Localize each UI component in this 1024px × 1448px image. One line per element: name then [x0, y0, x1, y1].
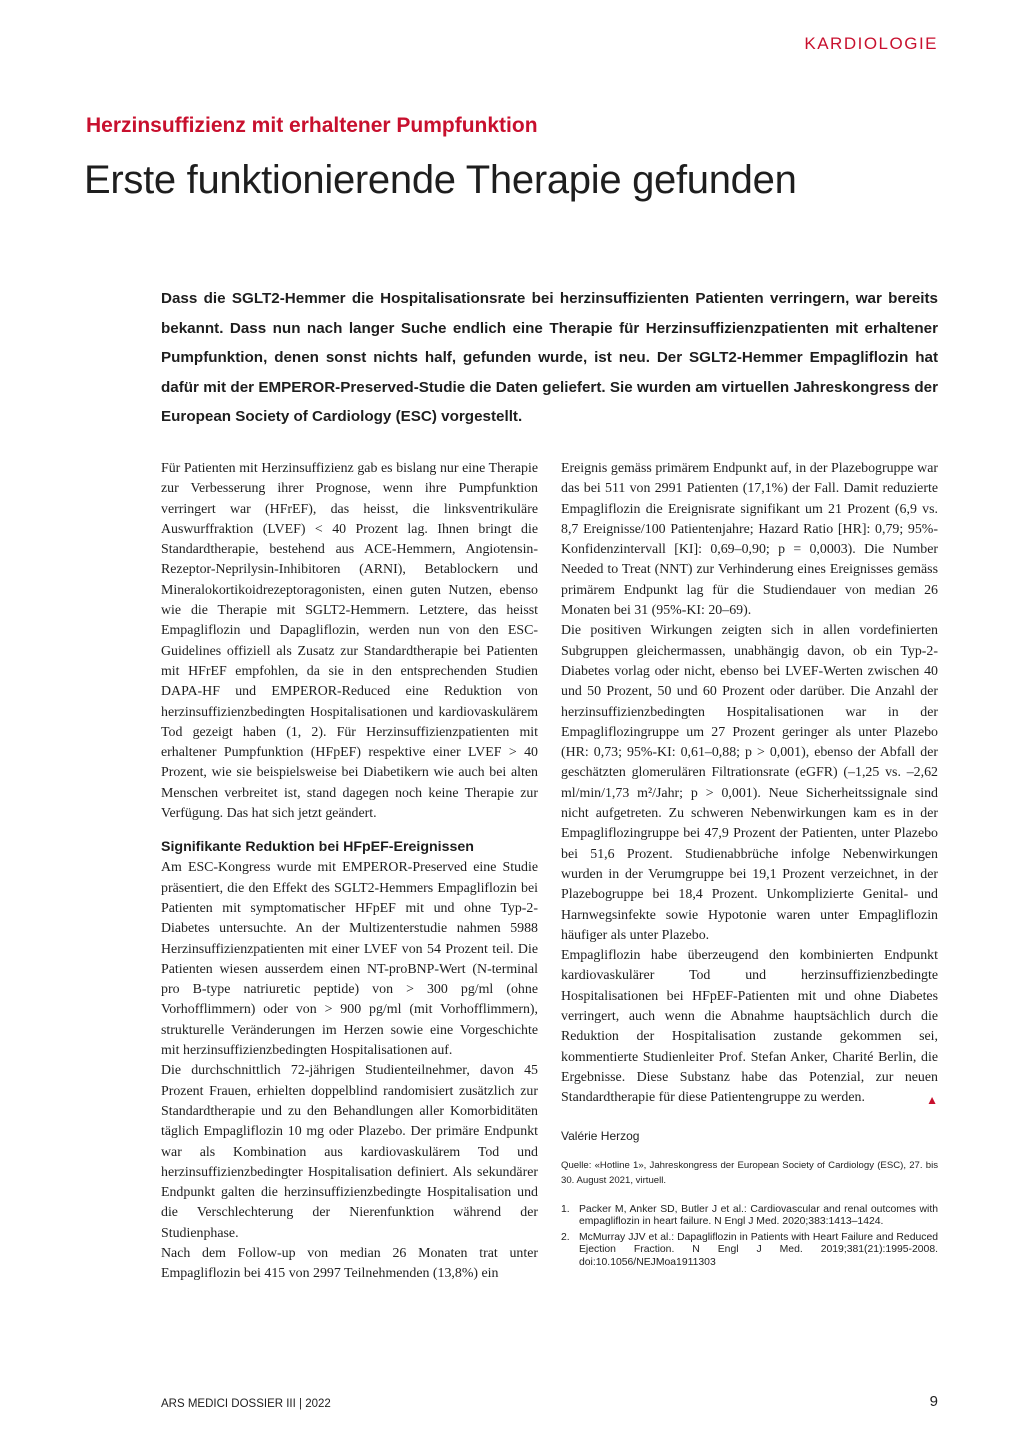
right-column [561, 459, 938, 1272]
reference-item [561, 1232, 938, 1270]
closing-paragraph-text: Empagliflozin habe überzeugend den kombinierten Endpunkt kardiovaskulärer Tod und herzinsuffizienzbedingte Hospitalisationen bei HFpEF-Patienten mit und ohne Diabetes verringert, auch wenn die Abnahme hauptsächlich durch die Reduktion der Hospitalisation zustande gekommen sei, kommentierte Studienleiter Prof. Stefan Anker, Charité Berlin, die Ergebnisse. Diese Substanz habe das Potenzial, zur neuen Standardtherapie für diese Patientengruppe zu werden. [561, 948, 938, 1106]
reference-text: Packer M, Anker SD, Butler J et al.: Cardiovascular and renal outcomes with empagliflozin in heart failure. N Engl J Med. 2020;383:1413–1424. [579, 1203, 938, 1228]
article-kicker: Herzinsuffizienz mit erhaltener Pumpfunktion [86, 114, 538, 137]
body-paragraph [561, 946, 938, 1108]
end-of-article-icon: ▲ [926, 1093, 938, 1108]
reference-list [561, 1204, 938, 1270]
body-paragraph: Am ESC-Kongress wurde mit EMPEROR-Preserved eine Studie präsentiert, die den Effekt des SGLT2-Hemmers Empagliflozin bei Patienten mit symptomatischer HFpEF mit und ohne Typ-2-Diabetes untersuchte. An der Multizenterstudie nahmen 5988 Herzinsuffizienzpatienten mit einer LVEF von 54 Prozent teil. Die Patienten wiesen ausserdem einen NT-proBNP-Wert (N-terminal pro B-type natriuretic peptide) von > 300 pg/ml (ohne Vorhofflimmern) oder von > 900 pg/ml (mit Vorhofflimmern), strukturelle Veränderungen im Herzen sowie eine Vorgeschichte mit herzinsuffizienzbedingten Hospitalisationen auf. [161, 860, 538, 1059]
reference-item [561, 1204, 938, 1229]
body-paragraph: Für Patienten mit Herzinsuffizienz gab es bislang nur eine Therapie zur Verbesserung ihrer Prognose, wenn ihre Pumpfunktion verringert war (HFrEF), das heisst, die linksventrikuläre Auswurffraktion (LVEF) < 40 Prozent lag. Ihnen bringt die Standardtherapie, bestehend aus ACE-Hemmern, Angiotensin-Rezeptor-Neprilysin-Inhibitoren (ARNI), Betablockern und Mineralokortikoidrezeptoragonisten, einen guten Nutzen, ebenso wie die Therapie mit SGLT2-Hemmern. Letztere, das heisst Empagliflozin und Dapagliflozin, werden nun von den ESC-Guidelines offiziell als Zusatz zur Standardtherapie bei Patienten mit HFrEF empfohlen, da sie in den entsprechenden Studien DAPA-HF und EMPEROR-Reduced eine Reduktion von herzinsuffizienzbedingten Hospitalisationen und kardiovaskulärem Tod gezeigt haben (1, 2). Für Herzinsuffizienzpatienten mit erhaltener Pumpfunktion (HFpEF) respektive einer LVEF > 40 Prozent, wie sie beispielsweise bei Diabetikern wie auch bei alten Menschen verbreitet ist, stand dagegen noch keine Therapie zur Verfügung. Das hat sich jetzt geändert. [161, 461, 538, 822]
reference-text: McMurray JJV et al.: Dapagliflozin in Patients with Heart Failure and Reduced Ejection Fraction. N Engl J Med. 2019;381(21):1995-2008. doi:10.1056/NEJMoa1911303 [579, 1231, 938, 1268]
source-note: Quelle: «Hotline 1», Jahreskongress der European Society of Cardiology (ESC), 27. bis 30. August 2021, virtuell. [561, 1159, 938, 1186]
page-number: 9 [929, 1393, 938, 1410]
body-paragraph: Nach dem Follow-up von median 26 Monaten trat unter Empagliflozin bei 415 von 2997 Teilnehmenden (13,8%) ein [161, 1245, 538, 1282]
body-paragraph: Die durchschnittlich 72-jährigen Studienteilnehmer, davon 45 Prozent Frauen, erhielten doppelblind randomisiert zusätzlich zur Standardtherapie und zu den Behandlungen aller Komorbiditäten täglich Empagliflozin 10 mg oder Plazebo. Der primäre Endpunkt war als Kombination aus kardiovaskulärem Tod und herzinsuffizienzbedingter Hospitalisation definiert. Als sekundärer Endpunkt galten die herzinsuffizienzbedingte Hospitalisation und die Verschlechterung der Nierenfunktion während der Studienphase. [161, 1063, 538, 1241]
reference-number: 2. [561, 1231, 570, 1243]
left-column [161, 459, 538, 1285]
body-paragraph: Die positiven Wirkungen zeigten sich in allen vordefinierten Subgruppen gleichermassen, unabhängig davon, ob ein Typ-2-Diabetes vorlag oder nicht, ebenso bei LVEF-Werten zwischen 40 und 50 Prozent, 50 und 60 Prozent oder darüber. Die Anzahl der herzinsuffizienzbedingten Hospitalisationen war in der Empagliflozingruppe um 27 Prozent geringer als unter Plazebo (HR: 0,73; 95%-KI: 0,61–0,88; p > 0,001), ebenso der Abfall der geschätzten glomerulären Filtrationsrate (eGFR) (–1,25 vs. –2,62 ml/min/1,73 m²/Jahr; p > 0,001). Neue Sicherheitssignale sind nicht aufgetreten. Zu schweren Nebenwirkungen kam es in der Empagliflozingruppe bei 47,9 Prozent der Patienten, unter Plazebo bei 51,6 Prozent. Studienabbrüche infolge Nebenwirkungen wurden in der Verumgruppe bei 19,1 Prozent verzeichnet, in der Plazebogruppe bei 18,4 Prozent. Unkomplizierte Genital- und Harnwegsinfekte sowie Hypotonie waren unter Empagliflozin häufiger als unter Plazebo. [561, 623, 938, 943]
section-subheading: Signifikante Reduktion bei HFpEF-Ereignissen [161, 839, 474, 856]
article-title: Erste funktionierende Therapie gefunden [84, 158, 797, 202]
article-lead: Dass die SGLT2-Hemmer die Hospitalisationsrate bei herzinsuffizienten Patienten verringern, war bereits bekannt. Dass nun nach langer Suche endlich eine Therapie für Herzinsuffizienzpatienten mit erhaltener Pumpfunktion, denen sonst nichts half, gefunden wurde, ist neu. Der SGLT2-Hemmer Empagliflozin hat dafür mit der EMPEROR-Preserved-Studie die Daten geliefert. Sie wurden am virtuellen Jahreskongress der European Society of Cardiology (ESC) vorgestellt. [161, 290, 938, 425]
body-paragraph: Ereignis gemäss primärem Endpunkt auf, in der Plazebogruppe war das bei 511 von 2991 Patienten (17,1%) der Fall. Damit reduzierte Empagliflozin die Ereignisrate signifikant um 21 Prozent (6,9 vs. 8,7 Ereignisse/100 Patientenjahre; Hazard Ratio [HR]: 0,79; 95%-Konfidenzintervall [KI]: 0,69–0,90; p = 0,0003). Die Number Needed to Treat (NNT) zur Verhinderung eines Ereignisses gemäss primärem Endpunkt lag für die Studiendauer von median 26 Monaten bei 31 (95%-KI: 20–69). [561, 461, 938, 619]
author-byline: Valérie Herzog [561, 1128, 640, 1143]
publication-footer: ARS MEDICI DOSSIER III | 2022 [161, 1398, 331, 1410]
reference-number: 1. [561, 1203, 570, 1215]
section-label: KARDIOLOGIE [804, 34, 938, 53]
